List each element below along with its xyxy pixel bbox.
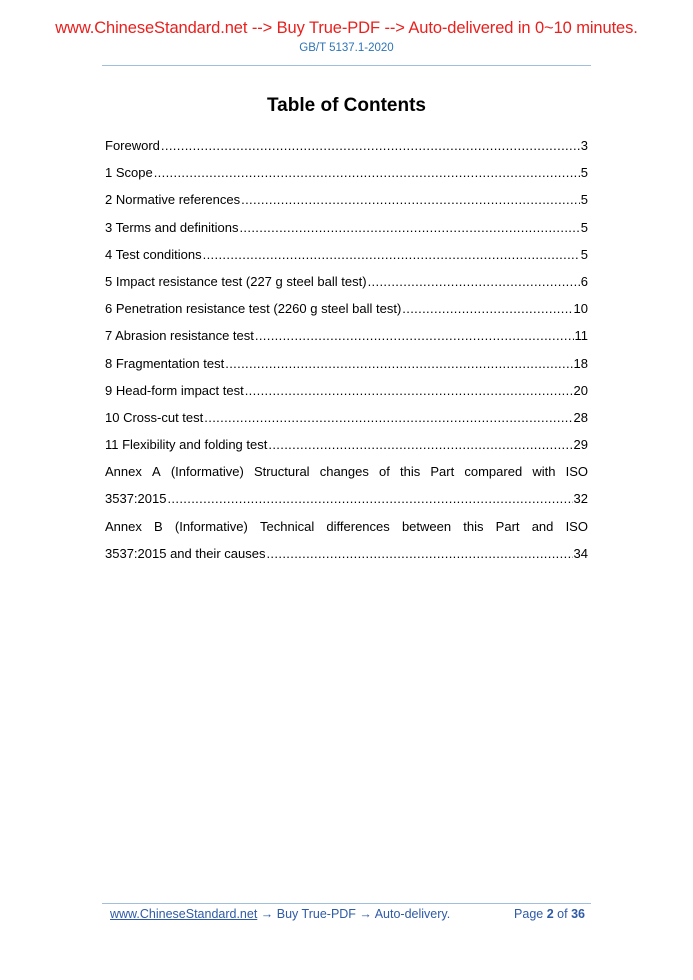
document-code: GB/T 5137.1-2020 <box>299 42 394 54</box>
annex-a-line1: Annex A (Informative) Structural changes of this Part compared with ISO <box>105 464 588 480</box>
toc-entry-scope[interactable]: 1 Scope ..... 5 <box>105 165 588 192</box>
toc-entry-cross-cut[interactable]: 10 Cross-cut test ..... 28 <box>105 410 588 437</box>
toc-entry-annex-b[interactable] <box>105 519 588 573</box>
total-pages: 36 <box>571 907 585 921</box>
page-title: Table of Contents <box>266 95 427 116</box>
header-divider <box>102 65 591 66</box>
table-of-contents <box>105 138 588 573</box>
toc-entry-normative-references[interactable]: 2 Normative references ..... 5 <box>105 192 588 219</box>
annex-b-line1: Annex B (Informative) Technical differences between this Part and ISO <box>105 518 588 534</box>
toc-entry-foreword[interactable]: Foreword ..... 3 <box>105 138 588 165</box>
footer <box>110 907 585 921</box>
toc-entry-abrasion-resistance[interactable]: 7 Abrasion resistance test ..... 11 <box>105 328 588 355</box>
toc-entry-penetration-resistance[interactable]: 6 Penetration resistance test (2260 g steel ball test) ..... 10 <box>105 301 588 328</box>
toc-entry-terms-definitions[interactable]: 3 Terms and definitions ..... 5 <box>105 220 588 247</box>
page-indicator: Page 2 of 36 <box>514 907 585 921</box>
current-page: 2 <box>546 907 554 921</box>
toc-entry-test-conditions[interactable]: 4 Test conditions ..... 5 <box>105 247 588 274</box>
footer-divider <box>102 903 591 904</box>
footer-promo-text: → Buy True-PDF → Auto-delivery. <box>257 907 451 921</box>
toc-entry-head-form-impact[interactable]: 9 Head-form impact test ..... 20 <box>105 383 588 410</box>
footer-promo <box>110 907 450 921</box>
toc-entry-impact-resistance[interactable]: 5 Impact resistance test (227 g steel ball test) ..... 6 <box>105 274 588 301</box>
annex-a-line2: 3537:2015 ..... 32 <box>105 491 588 518</box>
toc-entry-flexibility-folding[interactable]: 11 Flexibility and folding test ..... 29 <box>105 437 588 464</box>
footer-site-link[interactable]: www.ChineseStandard.net <box>110 907 258 921</box>
header-banner: www.ChineseStandard.net --> Buy True-PDF --> Auto-delivered in 0~10 minutes. <box>55 19 638 37</box>
toc-entry-annex-a[interactable] <box>105 464 588 518</box>
annex-b-line2: 3537:2015 and their causes ..... 34 <box>105 546 588 573</box>
toc-entry-fragmentation[interactable]: 8 Fragmentation test ..... 18 <box>105 356 588 383</box>
